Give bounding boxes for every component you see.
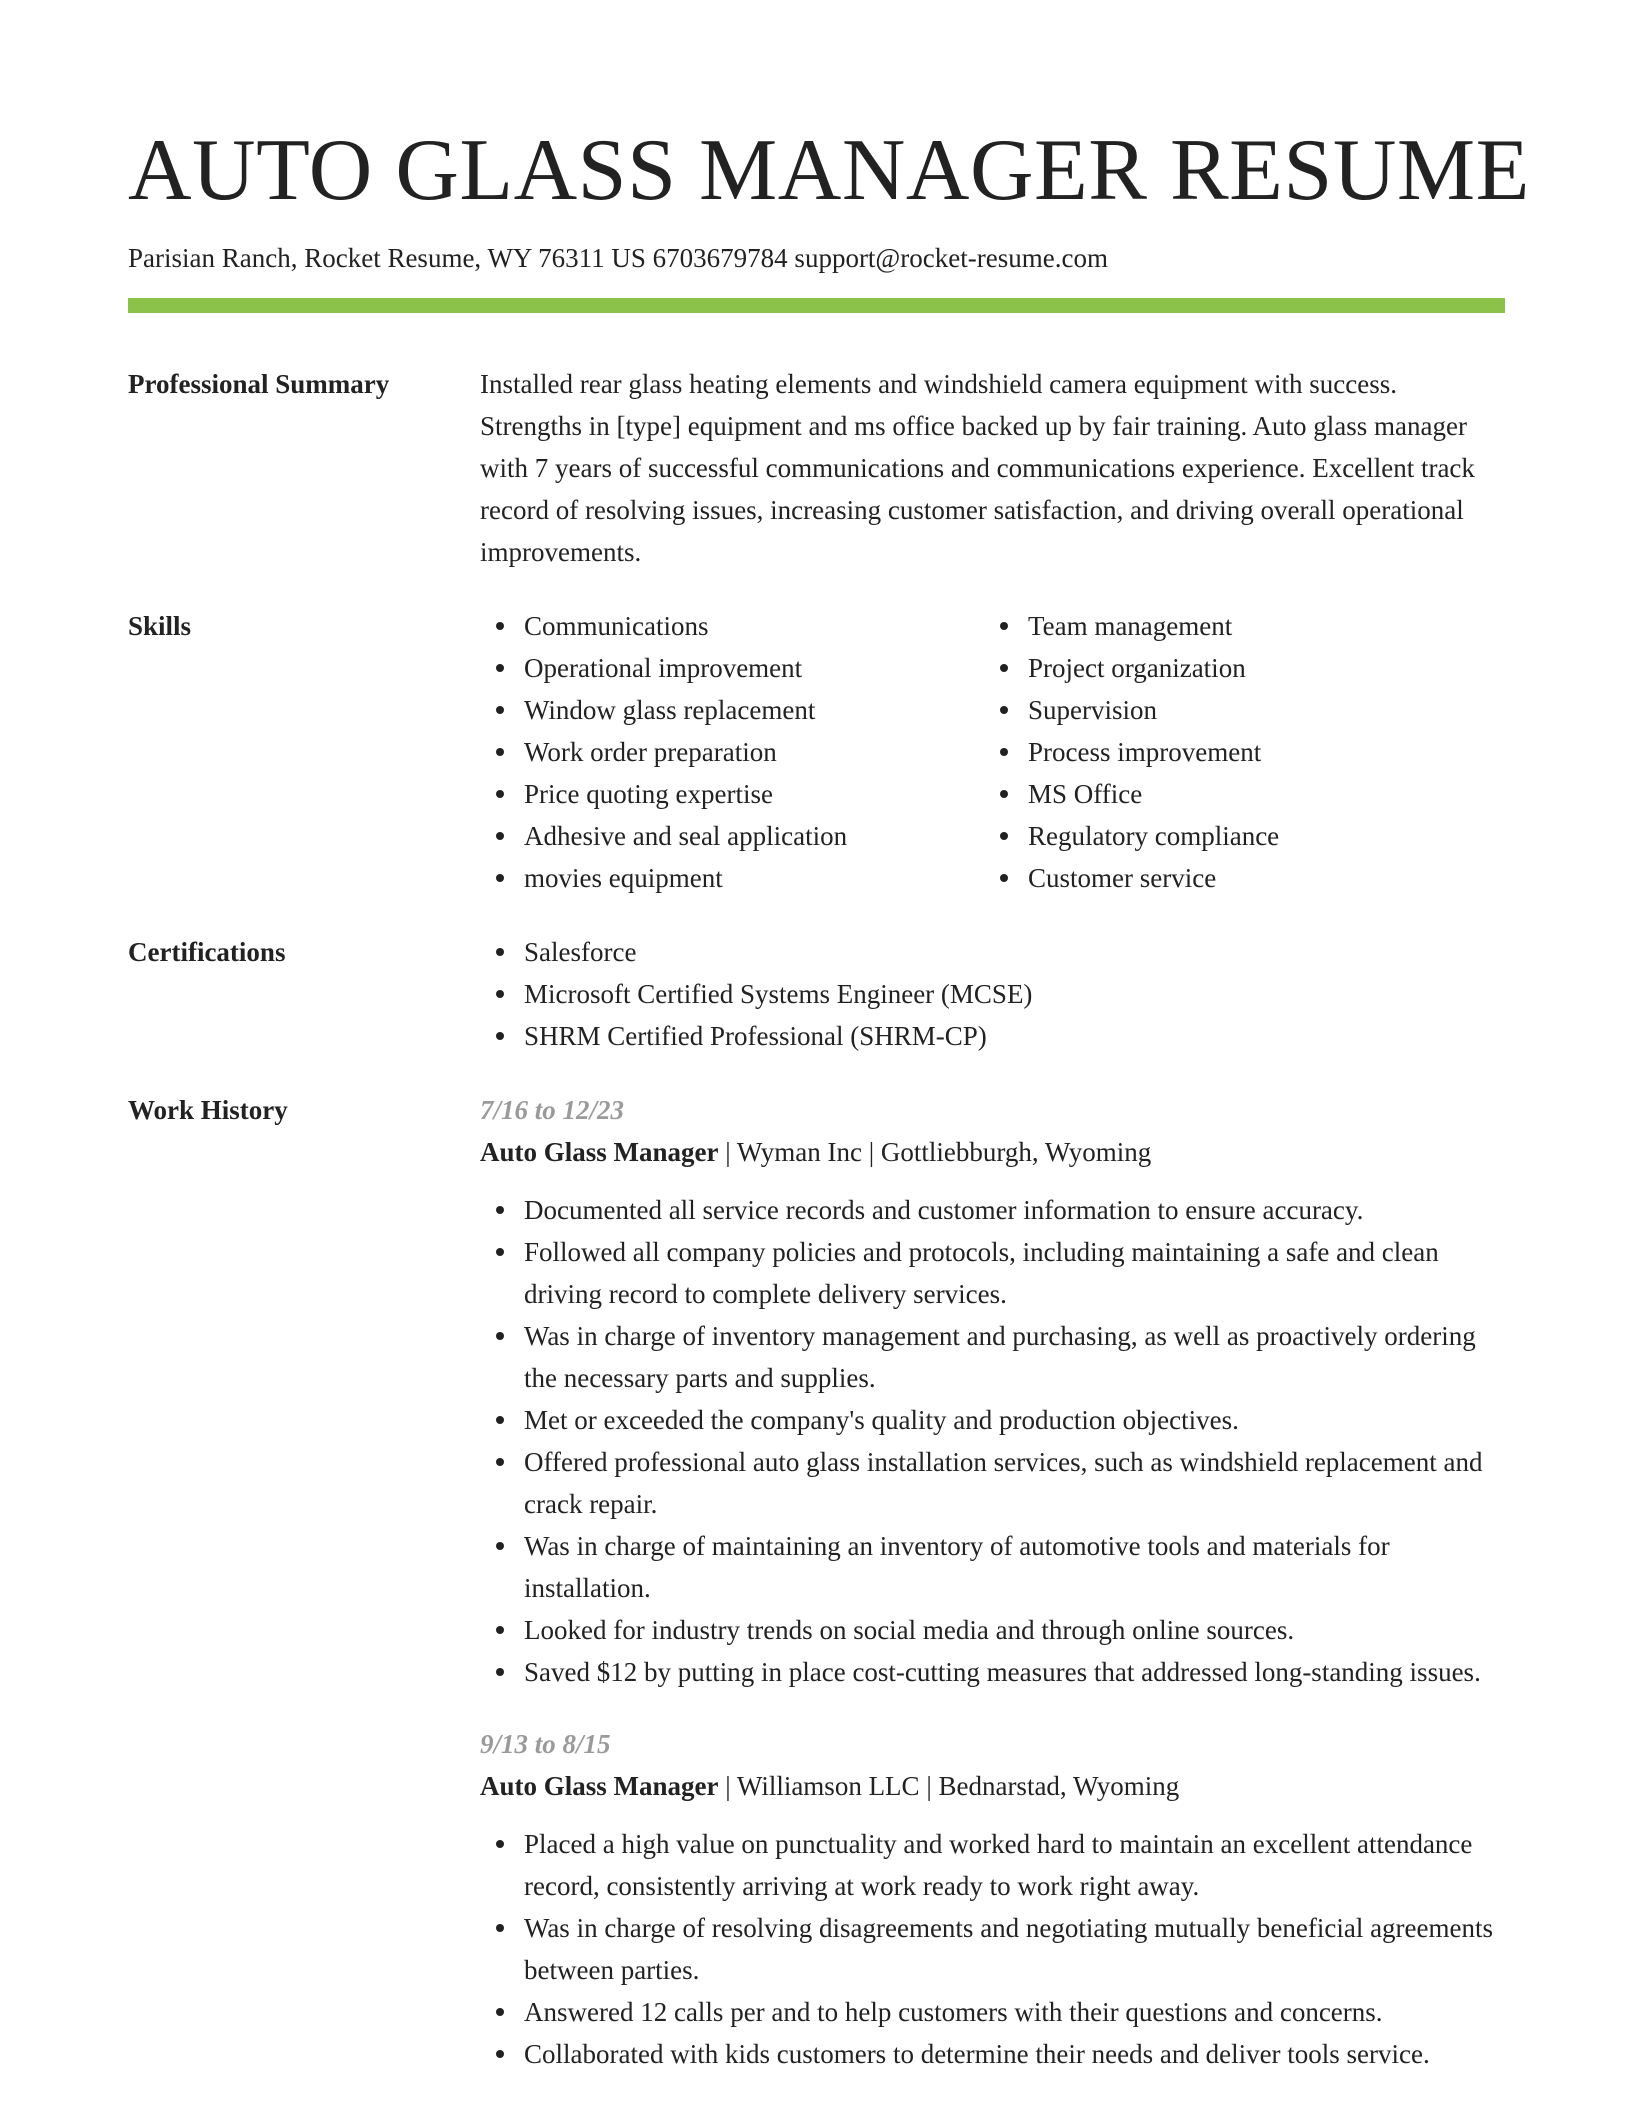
job-bullet: Collaborated with kids customers to determine their needs and deliver tools service. [524,2033,1505,2075]
summary-text: Installed rear glass heating elements and windshield camera equipment with success. Strengths in [type] equipment and ms office backed up by fair training. Auto glass manager with 7 years of successful communications and communications experience. Excellent track record of resolving issues, increasing customer satisfaction, and driving overall operational improvements. [480,369,1475,567]
work-history-label: Work History [128,1095,288,1125]
job-heading [480,1131,1505,1173]
skill-item: movies equipment [524,857,984,899]
certification-item: Salesforce [524,931,1505,973]
job-bullet: Was in charge of inventory management and purchasing, as well as proactively ordering the necessary parts and supplies. [524,1315,1505,1399]
summary-label: Professional Summary [128,369,390,399]
skill-item: Supervision [1028,689,1488,731]
job-bullet: Followed all company policies and protocols, including maintaining a safe and clean driving record to complete delivery services. [524,1231,1505,1315]
certification-item: SHRM Certified Professional (SHRM-CP) [524,1015,1505,1057]
job-entry [480,1723,1505,2075]
skill-item: Price quoting expertise [524,773,984,815]
job-dates: 9/13 to 8/15 [480,1729,611,1759]
job-bullet: Placed a high value on punctuality and worked hard to maintain an excellent attendance record, consistently arriving at work ready to work right away. [524,1823,1505,1907]
job-entry [480,1089,1505,1693]
skill-item: MS Office [1028,773,1488,815]
job-bullet: Documented all service records and customer information to ensure accuracy. [524,1189,1505,1231]
work-history-section [128,1089,1505,2075]
summary-section [128,363,1505,573]
certification-item: Microsoft Certified Systems Engineer (MCSE) [524,973,1505,1015]
skills-label: Skills [128,611,192,641]
certifications-label: Certifications [128,937,286,967]
job-bullet: Saved $12 by putting in place cost-cutting measures that addressed long-standing issues. [524,1651,1505,1693]
skill-item: Team management [1028,605,1488,647]
skill-item: Operational improvement [524,647,984,689]
job-title: Auto Glass Manager [480,1771,719,1801]
job-heading [480,1765,1505,1807]
skill-item: Customer service [1028,857,1488,899]
job-employer-location: | Williamson LLC | Bednarstad, Wyoming [718,1771,1180,1801]
skills-column-left [480,605,984,899]
job-bullet: Answered 12 calls per and to help customers with their questions and concerns. [524,1991,1505,2033]
contact-line: Parisian Ranch, Rocket Resume, WY 76311 US 6703679784 support@rocket-resume.com [128,243,1108,273]
job-bullet: Met or exceeded the company's quality and production objectives. [524,1399,1505,1441]
job-bullet: Was in charge of maintaining an inventory of automotive tools and materials for installation. [524,1525,1505,1609]
job-bullet: Offered professional auto glass installation services, such as windshield replacement and crack repair. [524,1441,1505,1525]
job-dates: 7/16 to 12/23 [480,1095,625,1125]
skill-item: Communications [524,605,984,647]
job-bullet: Looked for industry trends on social media and through online sources. [524,1609,1505,1651]
skill-item: Project organization [1028,647,1488,689]
skill-item: Work order preparation [524,731,984,773]
job-employer-location: | Wyman Inc | Gottliebburgh, Wyoming [718,1137,1152,1167]
skill-item: Adhesive and seal application [524,815,984,857]
skill-item: Regulatory compliance [1028,815,1488,857]
skills-section [128,605,1505,899]
job-bullet: Was in charge of resolving disagreements and negotiating mutually beneficial agreements between parties. [524,1907,1505,1991]
accent-divider [128,298,1505,313]
resume-title: AUTO GLASS MANAGER RESUME [128,122,1530,219]
job-title: Auto Glass Manager [480,1137,719,1167]
skills-column-right [984,605,1488,899]
skill-item: Window glass replacement [524,689,984,731]
skill-item: Process improvement [1028,731,1488,773]
resume-page [128,0,1530,2075]
certifications-section [128,931,1505,1057]
